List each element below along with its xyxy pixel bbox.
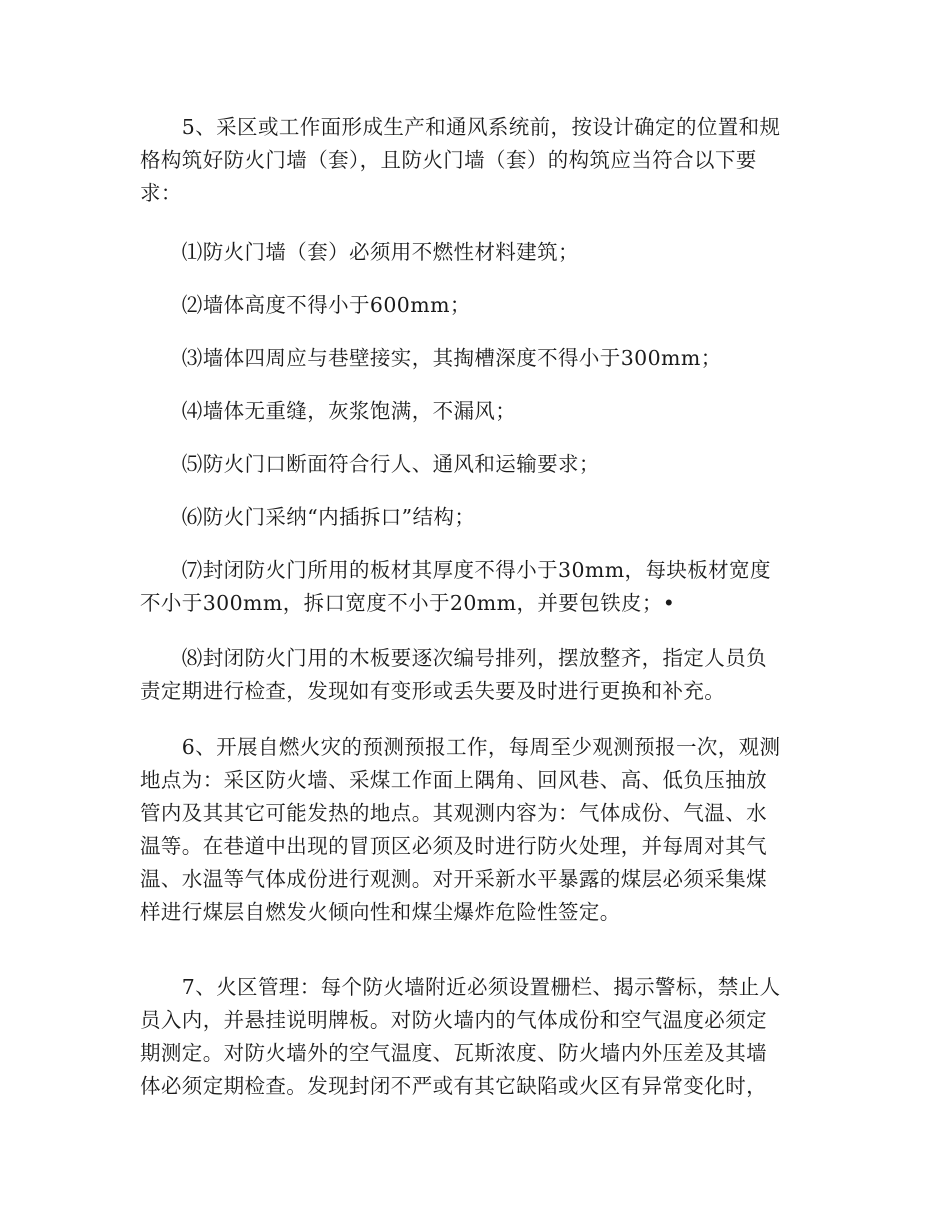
list-item-8	[140, 642, 810, 708]
list-item-3	[140, 342, 810, 375]
text-line: ⑺封闭防火门所用的板材其厚度不得小于30mm，每块板材宽度	[140, 558, 771, 582]
text-line: 体必须定期检查。发现封闭不严或有其它缺陷或火区有异常变化时，	[140, 1074, 767, 1098]
text-line: ⑶墙体四周应与巷壁接实，其掏槽深度不得小于300mm；	[140, 346, 722, 370]
text-line: 期测定。对防火墙外的空气温度、瓦斯浓度、防火墙内外压差及其墙	[140, 1041, 767, 1065]
text-line: 员入内，并悬挂说明牌板。对防火墙内的气体成份和空气温度必须定	[140, 1008, 767, 1032]
text-line: 格构筑好防火门墙（套），且防火门墙（套）的构筑应当符合以下要	[140, 148, 757, 172]
paragraph-7	[140, 971, 810, 1103]
text-line: 地点为：采区防火墙、采煤工作面上隅角、回风巷、高、低负压抽放	[140, 768, 767, 792]
paragraph-5	[140, 111, 810, 210]
list-item-1	[140, 236, 810, 269]
text-line: 温、水温等气体成份进行观测。对开采新水平暴露的煤层必须采集煤	[140, 867, 767, 891]
list-item-2	[140, 289, 810, 322]
text-line: 5、采区或工作面形成生产和通风系统前，按设计确定的位置和规	[140, 115, 781, 139]
text-line: 求：	[140, 181, 182, 205]
text-line: 温等。在巷道中出现的冒顶区必须及时进行防火处理，并每周对其气	[140, 834, 767, 858]
list-item-5	[140, 448, 810, 481]
text-line: 责定期进行检查，发现如有变形或丢失要及时进行更换和补充。	[140, 679, 726, 703]
text-line: ⑵墙体高度不得小于600mm；	[140, 293, 471, 317]
text-line: ⑷墙体无重缝，灰浆饱满，不漏风；	[140, 399, 517, 423]
text-line: 不小于300mm，拆口宽度不小于20mm，并要包铁皮；•	[140, 591, 676, 615]
text-line: ⑹防火门采纳“内插拆口”结构；	[140, 505, 476, 529]
text-line: 7、火区管理：每个防火墙附近必须设置栅栏、揭示警标，禁止人	[140, 975, 781, 999]
paragraph-6	[140, 731, 810, 929]
list-item-4	[140, 395, 810, 428]
text-line: 管内及其其它可能发热的地点。其观测内容为：气体成份、气温、水	[140, 801, 767, 825]
text-line: ⑴防火门墙（套）必须用不燃性材料建筑；	[140, 240, 579, 264]
text-line: 样进行煤层自燃发火倾向性和煤尘爆炸危险性签定。	[140, 900, 621, 924]
list-item-7	[140, 554, 810, 620]
text-line: ⑸防火门口断面符合行人、通风和运输要求；	[140, 452, 600, 476]
list-item-6	[140, 501, 810, 534]
text-line: ⑻封闭防火门用的木板要逐次编号排列，摆放整齐，指定人员负	[140, 646, 767, 670]
text-line: 6、开展自燃火灾的预测预报工作，每周至少观测预报一次，观测	[140, 735, 781, 759]
